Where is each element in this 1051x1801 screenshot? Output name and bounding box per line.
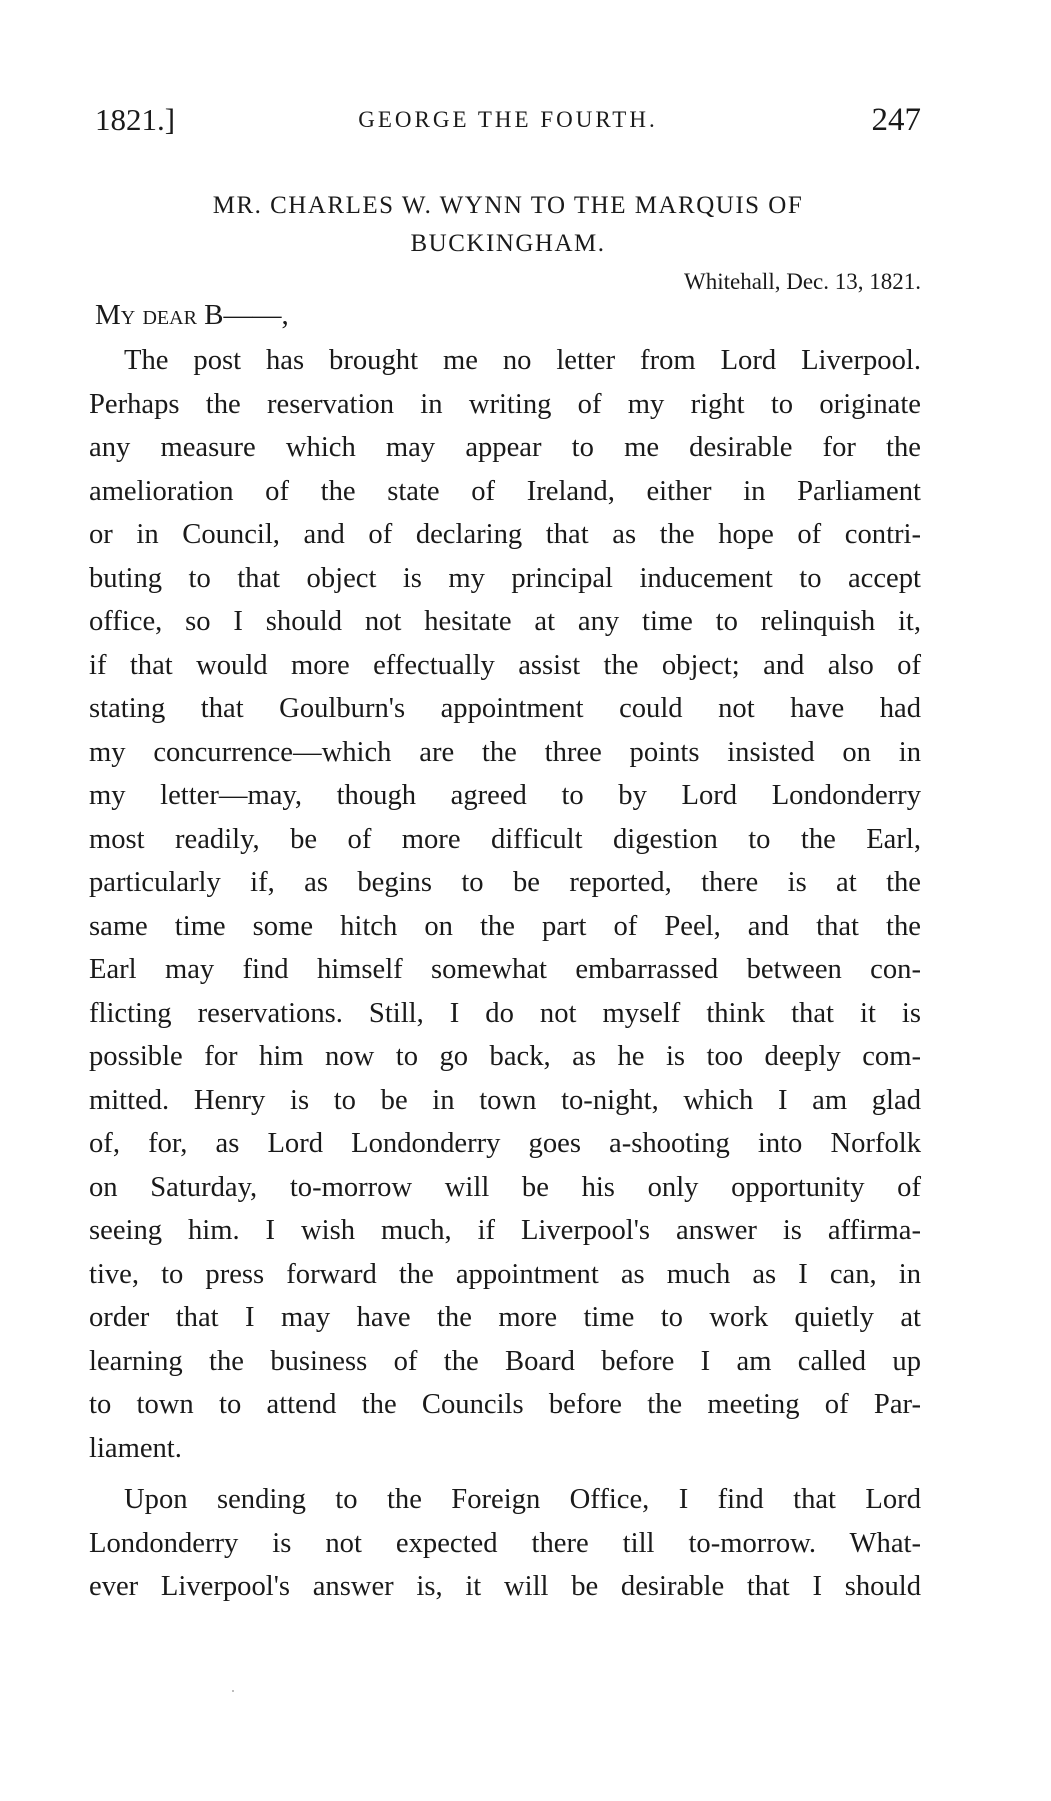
text-line: seeing him. I wish much, if Liverpool's answer is affirma- (89, 1215, 921, 1246)
text-line: any measure which may appear to me desirable for the (89, 432, 921, 463)
text-line: flicting reservations. Still, I do not myself think that it is (89, 997, 921, 1029)
letter-body (89, 339, 921, 1609)
text-line: of, for, as Lord Londonderry goes a-shooting into Norfolk (89, 1128, 921, 1159)
running-head-title: GEORGE THE FOURTH. (358, 107, 658, 132)
scan-speck (232, 1690, 234, 1692)
letter-dateline: Whitehall, Dec. 13, 1821. (684, 269, 921, 294)
text-line: my letter—may, though agreed to by Lord Londonderry (89, 780, 921, 811)
paragraph (89, 1478, 921, 1609)
text-line: amelioration of the state of Ireland, either in Parliament (89, 475, 921, 507)
letter-heading-line-1: MR. CHARLES W. WYNN TO THE MARQUIS OF (212, 192, 804, 219)
text-line: Perhaps the reservation in writing of my right to originate (89, 388, 921, 420)
text-line: most readily, be of more difficult digestion to the Earl, (89, 823, 921, 855)
text-line: tive, to press forward the appointment as much as I can, in (89, 1258, 921, 1290)
text-line: liament. (89, 1432, 182, 1464)
text-line: or in Council, and of declaring that as the hope of contri- (89, 519, 921, 550)
text-line: particularly if, as begins to be reported, there is at the (89, 867, 921, 898)
text-line: learning the business of the Board before I am called up (89, 1345, 921, 1377)
text-line: same time some hitch on the part of Peel, and that the (89, 910, 921, 942)
letter-heading-line-2: BUCKINGHAM. (410, 230, 606, 257)
text-line: on Saturday, to-morrow will be his only opportunity of (89, 1171, 921, 1203)
text-line: office, so I should not hesitate at any time to relinquish it, (89, 606, 921, 637)
text-line: Upon sending to the Foreign Office, I find that Lord (124, 1484, 921, 1515)
text-line: order that I may have the more time to work quietly at (89, 1302, 921, 1333)
running-head-year: 1821.] (95, 102, 176, 137)
running-head (95, 100, 921, 140)
text-line: Earl may find himself somewhat embarrassed between con- (89, 954, 921, 985)
text-line: if that would more effectually assist the object; and also of (89, 649, 921, 681)
text-line: stating that Goulburn's appointment could not have had (89, 693, 921, 724)
letter-salutation: My dear B——, (95, 299, 289, 331)
page-number: 247 (871, 102, 921, 138)
text-line: The post has brought me no letter from Lord Liverpool. (124, 345, 921, 376)
text-line: ever Liverpool's answer is, it will be desirable that I should (89, 1571, 921, 1602)
text-line: mitted. Henry is to be in town to-night, which I am glad (89, 1084, 921, 1116)
paragraph (89, 339, 921, 1470)
text-line: Londonderry is not expected there till to-morrow. What- (89, 1527, 921, 1559)
text-line: buting to that object is my principal inducement to accept (89, 562, 921, 594)
text-line: to town to attend the Councils before the meeting of Par- (89, 1389, 921, 1420)
letter-heading (95, 187, 921, 263)
text-line: possible for him now to go back, as he is too deeply com- (89, 1041, 921, 1072)
text-line: my concurrence—which are the three points insisted on in (89, 736, 921, 768)
